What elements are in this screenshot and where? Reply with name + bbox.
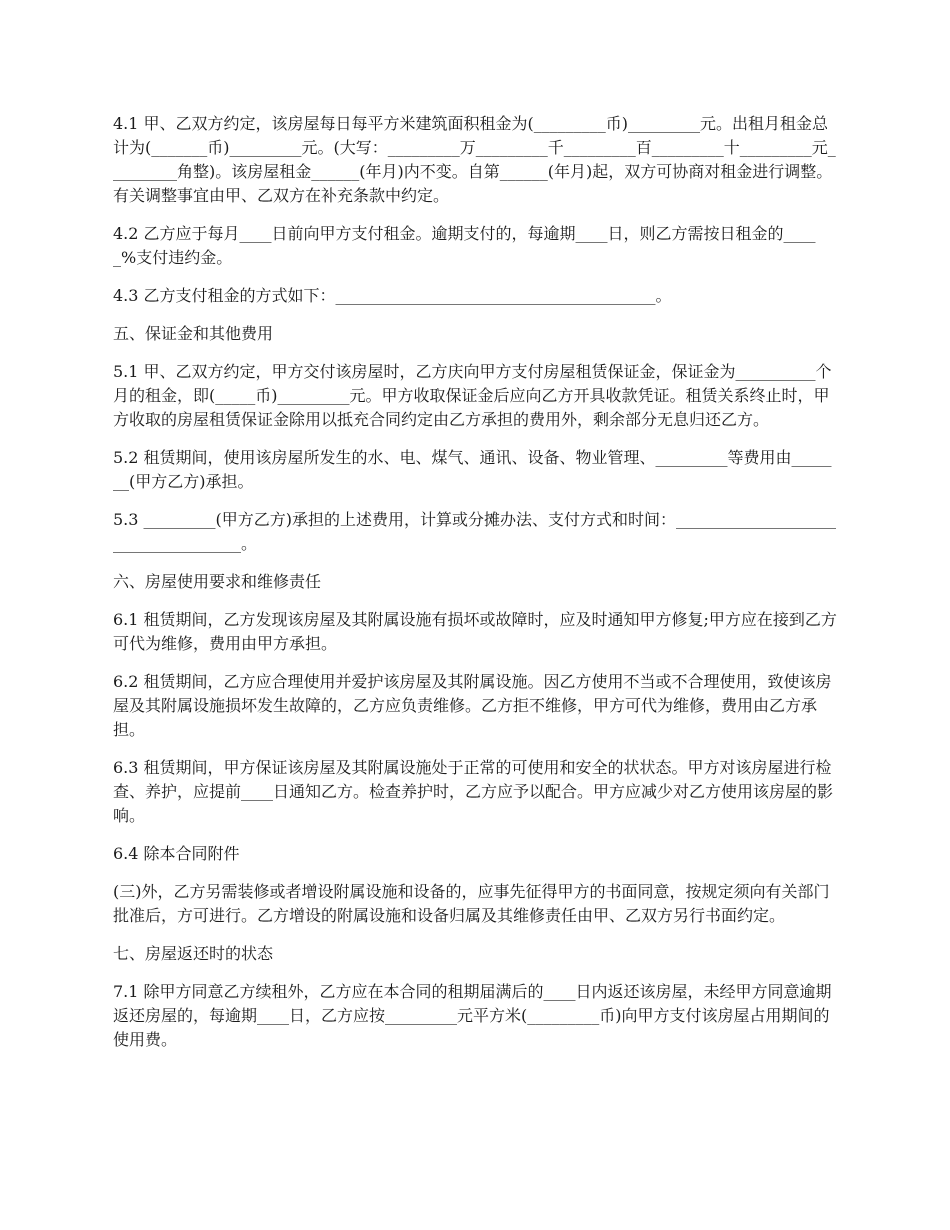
section-6-heading: 六、房屋使用要求和维修责任	[113, 572, 322, 591]
clause-7-1: 7.1 除甲方同意乙方续租外，乙方应在本合同的租期届满后的____日内返还该房屋，未经甲方同意逾期返还房屋的，每逾期____日，乙方应按_________元平方米(_________币)向甲方支付该房屋占用期间的使用费。	[113, 982, 832, 1049]
clause-5-3: 5.3 _________(甲方乙方)承担的上述费用，计算或分摊办法、支付方式和时间：____________________________________。	[113, 510, 837, 553]
clause-5-2: 5.2 租赁期间，使用该房屋所发生的水、电、煤气、通讯、设备、物业管理、_________等费用由_______(甲方乙方)承担。	[113, 448, 832, 491]
clause-6-2: 6.2 租赁期间，乙方应合理使用并爱护该房屋及其附属设施。因乙方使用不当或不合理使用，致使该房屋及其附属设施损坏发生故障的，乙方应负责维修。乙方拒不维修，甲方可代为维修，费用由乙方承担。	[113, 672, 832, 739]
clause-4-2: 4.2 乙方应于每月____日前向甲方支付租金。逾期支付的，每逾期____日，则乙方需按日租金的_____%支付违约金。	[113, 224, 816, 267]
clause-6-1: 6.1 租赁期间，乙方发现该房屋及其附属设施有损坏或故障时，应及时通知甲方修复;甲方应在接到乙方可代为维修，费用由甲方承担。	[113, 610, 837, 653]
clause-4-1: 4.1 甲、乙双方约定，该房屋每日每平方米建筑面积租金为(_________币)_________元。出租月租金总计为(_______币)_________元。(大写：_________万_________千_________百_________十_________元_________角整)。该房屋租金______(年月)内不变。自第______(年月)起，双方可协商对租金进行调整。有关调整事宜由甲、乙双方在补充条款中约定。	[113, 114, 836, 205]
clause-6-3: 6.3 租赁期间，甲方保证该房屋及其附属设施处于正常的可使用和安全的状状态。甲方对该房屋进行检查、养护，应提前____日通知乙方。检查养护时，乙方应予以配合。甲方应减少对乙方使用该房屋的影响。	[113, 758, 834, 825]
section-5-heading: 五、保证金和其他费用	[113, 324, 274, 343]
clause-6-4: 6.4 除本合同附件	[113, 844, 240, 863]
clause-6-4-continued: (三)外，乙方另需装修或者增设附属设施和设备的，应事先征得甲方的书面同意，按规定须向有关部门批准后，方可进行。乙方增设的附属设施和设备归属及其维修责任由甲、乙双方另行书面约定。	[113, 882, 830, 925]
section-7-heading: 七、房屋返还时的状态	[113, 944, 274, 963]
clause-4-3: 4.3 乙方支付租金的方式如下：________________________________________。	[113, 286, 672, 305]
clause-5-1: 5.1 甲、乙双方约定，甲方交付该房屋时，乙方庆向甲方支付房屋租赁保证金，保证金为__________个月的租金，即(_____币)_________元。甲方收取保证金后应向乙方开具收款凭证。租赁关系终止时，甲方收取的房屋租赁保证金除用以抵充合同约定由乙方承担的费用外，剩余部分无息归还乙方。	[113, 362, 832, 429]
